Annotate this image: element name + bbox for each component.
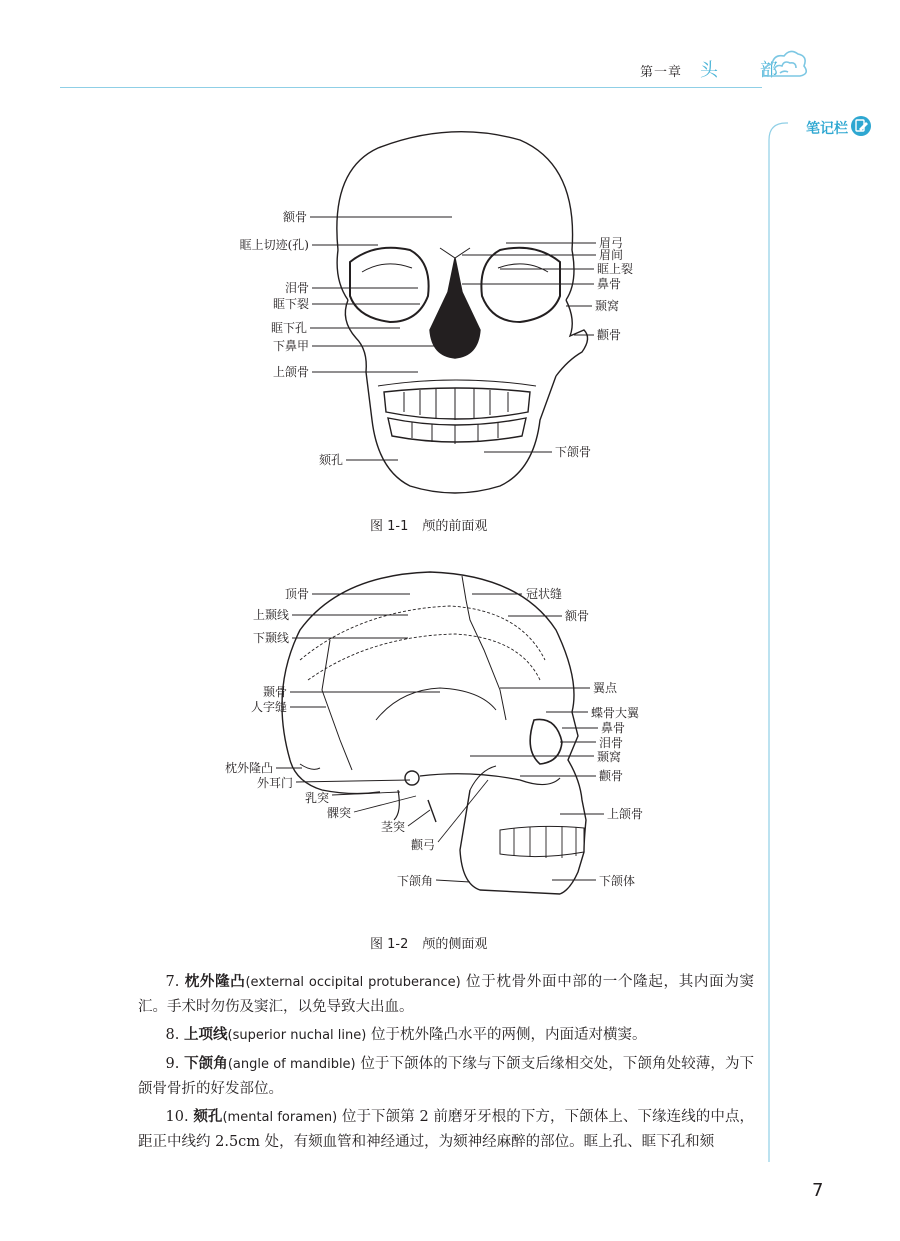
label-ext-acoustic: 外耳门 (256, 776, 293, 790)
notes-label: 笔记栏 (806, 121, 848, 137)
label-mental-foramen: 颏孔 (318, 453, 343, 467)
label-mandible-body: 下颌体 (599, 874, 636, 888)
paragraph-number: 9. (165, 1056, 180, 1072)
paragraph-number: 10. (165, 1109, 189, 1125)
label-nasal: 鼻骨 (597, 277, 622, 291)
paragraph-text: 位于下颌第 2 前磨牙牙根的下方，下颌体上、下缘连线的中点，距正中线约 2.5cm 处，有颏血管和神经通过，为颏神经麻醉的部位。眶上孔、眶下孔和颏 (138, 1109, 755, 1150)
label-maxilla-lateral: 上颌骨 (607, 807, 644, 821)
label-inf-orbital-fissure: 眶下裂 (272, 297, 309, 311)
chapter-title: 头 部 (700, 60, 796, 81)
label-supraorbital: 眶上切迹(孔) (239, 238, 309, 252)
label-infraorbital-foramen: 眶下孔 (270, 321, 307, 335)
figure-caption-2 (370, 933, 487, 952)
paragraph-number: 7. (165, 974, 180, 990)
english-term: (external occipital protuberance) (245, 975, 461, 990)
figure-caption-text: 颅的侧面观 (422, 937, 488, 952)
paragraph-number: 8. (165, 1027, 180, 1043)
label-pterion: 翼点 (593, 681, 618, 695)
body-text (138, 970, 754, 1158)
label-inf-concha: 下鼻甲 (272, 339, 309, 353)
figure-caption-number: 图 1-1 (370, 519, 409, 534)
label-lambdoid: 人字缝 (250, 700, 287, 714)
label-sup-orbital-fissure: 眶上裂 (597, 262, 634, 276)
label-lacrimal: 泪骨 (284, 281, 309, 295)
page-number: 7 (812, 1180, 824, 1201)
label-condyle: 髁突 (326, 806, 351, 820)
label-temporal-fossa: 颞窝 (595, 299, 620, 313)
label-zygomatic-arch: 颧弓 (410, 838, 435, 852)
label-superciliary: 眉弓 (599, 236, 624, 250)
label-styloid: 茎突 (380, 820, 405, 834)
figure-caption-number: 图 1-2 (370, 937, 409, 952)
label-zygomatic-lateral: 颧骨 (599, 769, 624, 783)
label-temporal-fossa-lateral: 颞窝 (597, 750, 622, 764)
label-sup-temporal-line: 上颞线 (252, 608, 289, 622)
label-coronal: 冠状缝 (526, 587, 563, 601)
label-maxilla: 上颌骨 (272, 365, 309, 379)
label-temporal: 颞骨 (262, 685, 287, 699)
term: 颏孔 (193, 1109, 223, 1125)
paragraph-text: 位于枕外隆凸水平的两侧，内面适对横窦。 (370, 1027, 647, 1043)
label-mastoid: 乳突 (304, 791, 329, 805)
paragraph-text: 位于下颌体的下缘与下颌支后缘相交处，下颌角处较薄，为下颌骨骨折的好发部位。 (138, 1056, 755, 1097)
chapter-label: 第一章 (640, 65, 683, 80)
label-frontal-lateral: 额骨 (565, 609, 590, 623)
term: 上项线 (184, 1027, 228, 1043)
label-glabella: 眉间 (599, 248, 624, 262)
paragraph (138, 1105, 754, 1154)
term: 下颌角 (184, 1056, 228, 1072)
english-term: (mental foramen) (222, 1110, 338, 1125)
label-ext-occipital: 枕外隆凸 (224, 761, 273, 775)
paragraph-text: 位于枕骨外面中部的一个隆起，其内面为窦汇。手术时勿伤及窦汇，以免导致大出血。 (138, 974, 755, 1015)
label-sphenoid-wing: 蝶骨大翼 (591, 706, 640, 720)
label-lacrimal-lateral: 泪骨 (599, 736, 624, 750)
term: 枕外隆凸 (184, 974, 246, 990)
label-nasal-lateral: 鼻骨 (601, 721, 626, 735)
label-parietal: 顶骨 (284, 587, 309, 601)
english-term: (superior nuchal line) (227, 1028, 367, 1043)
paragraph (138, 1023, 754, 1048)
label-frontal: 额骨 (282, 210, 307, 224)
label-inf-temporal-line: 下颞线 (252, 631, 289, 645)
label-mandible: 下颌骨 (555, 445, 592, 459)
label-mandible-angle: 下颌角 (396, 874, 433, 888)
english-term: (angle of mandible) (227, 1057, 356, 1072)
label-zygomatic: 颧骨 (597, 328, 622, 342)
figure-caption-text: 颅的前面观 (422, 519, 488, 534)
paragraph (138, 1052, 754, 1101)
paragraph (138, 970, 754, 1019)
